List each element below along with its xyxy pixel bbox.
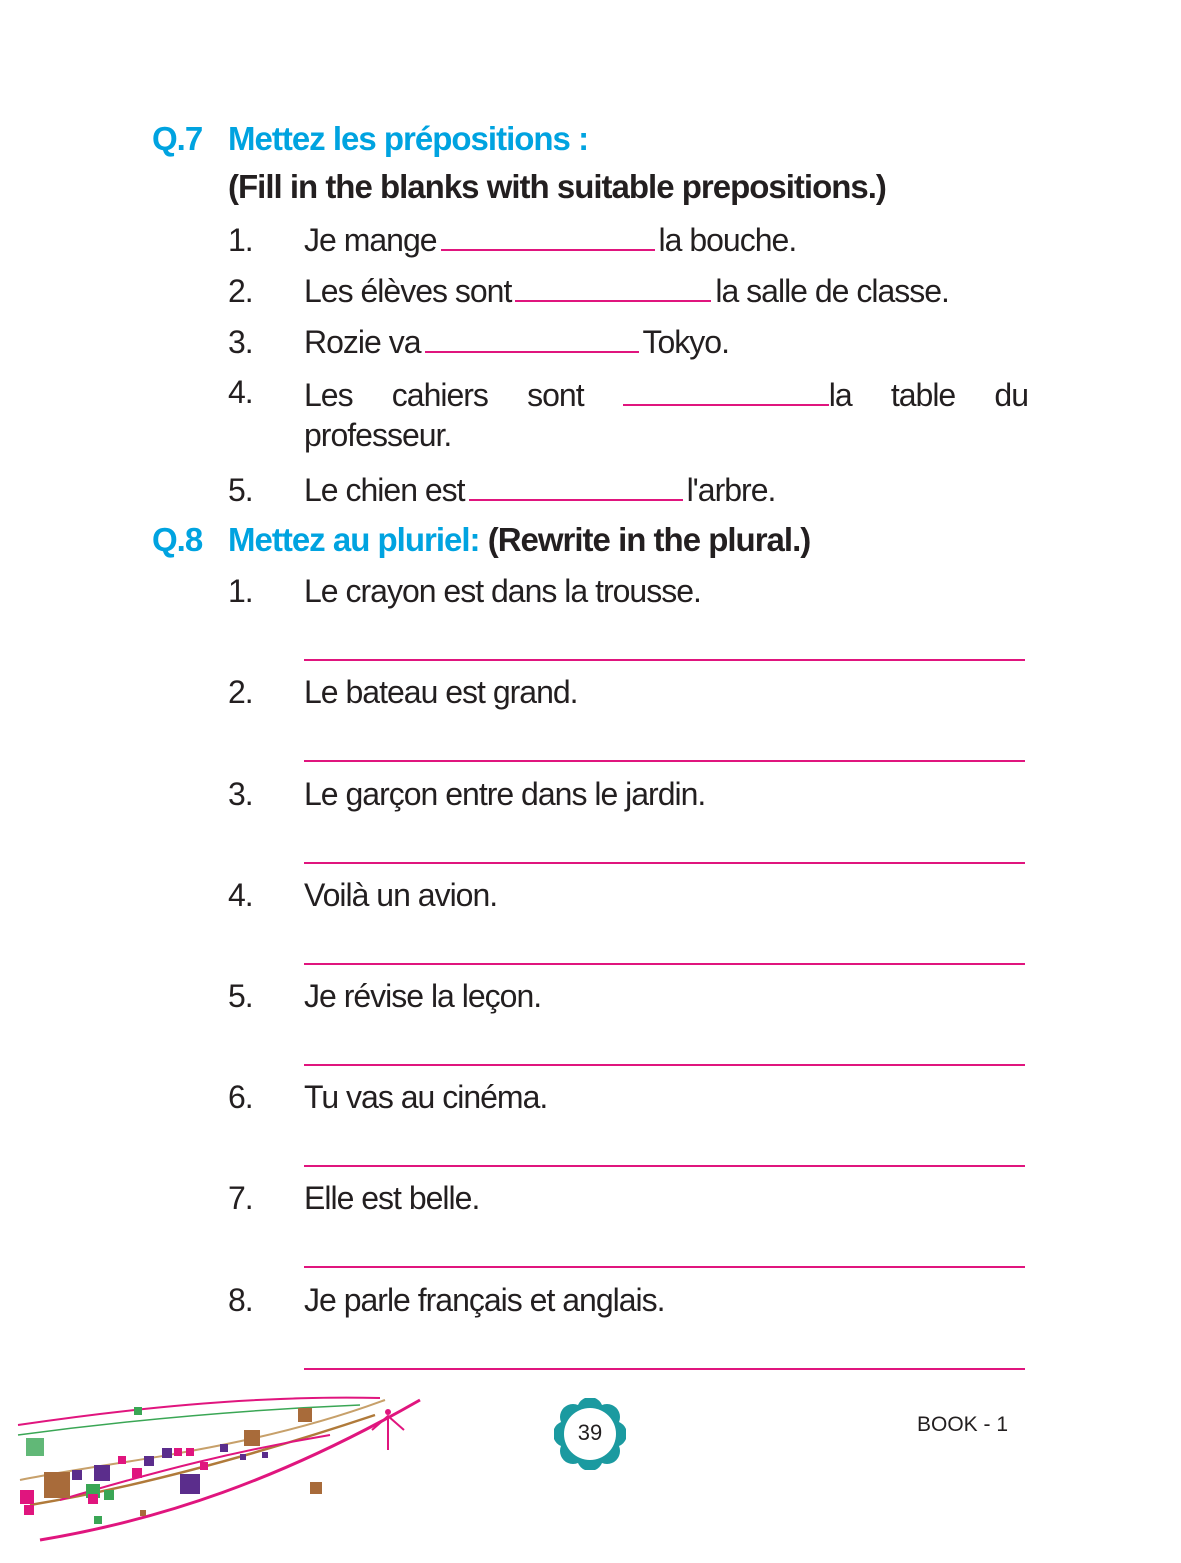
sentence: Je révise la leçon. <box>304 978 542 1014</box>
item-number: 4. <box>228 374 253 410</box>
q7-heading <box>152 120 588 158</box>
blank-line[interactable] <box>515 274 711 302</box>
word: la <box>828 377 852 413</box>
item-number: 8. <box>228 1282 253 1318</box>
sentence-start: Les élèves sont <box>304 273 512 309</box>
answer-line-4[interactable] <box>304 963 1025 965</box>
item-number: 7. <box>228 1180 253 1216</box>
sentence: Voilà un avion. <box>304 877 498 913</box>
sentence: Le crayon est dans la trousse. <box>304 573 701 609</box>
sentence: Je parle français et anglais. <box>304 1282 665 1318</box>
page-number: 39 <box>577 1420 603 1445</box>
q8-heading <box>152 521 810 559</box>
word: du <box>994 377 1028 413</box>
decorative-swoosh-graphic <box>0 1380 440 1563</box>
answer-line-2[interactable] <box>304 760 1025 762</box>
blank-line[interactable] <box>469 473 683 501</box>
item-number: 2. <box>228 273 253 309</box>
item-number: 1. <box>228 573 253 609</box>
page-number-badge <box>554 1398 626 1470</box>
sentence-end: la salle de classe. <box>715 273 949 309</box>
q8-subtitle: (Rewrite in the plural.) <box>487 521 811 558</box>
word: sont <box>527 377 584 413</box>
item-number: 1. <box>228 222 253 258</box>
item-number: 4. <box>228 877 253 913</box>
answer-line-1[interactable] <box>304 659 1025 661</box>
item-number: 3. <box>228 324 253 360</box>
blank-line[interactable] <box>425 325 639 353</box>
q8-number: Q.8 <box>152 521 203 558</box>
item-number: 2. <box>228 674 253 710</box>
sentence-end: Tokyo. <box>642 324 729 360</box>
sentence: Tu vas au cinéma. <box>304 1079 548 1115</box>
word: Les <box>304 377 353 413</box>
sentence: Le bateau est grand. <box>304 674 578 710</box>
item-number: 3. <box>228 776 253 812</box>
answer-line-5[interactable] <box>304 1064 1025 1066</box>
item-number: 5. <box>228 472 253 508</box>
blank-line[interactable] <box>441 223 655 251</box>
q7-subtitle: (Fill in the blanks with suitable prepositions.) <box>228 168 886 205</box>
sentence-start: Rozie va <box>304 324 421 360</box>
answer-line-7[interactable] <box>304 1266 1025 1268</box>
sentence-start: Je mange <box>304 222 437 258</box>
answer-line-6[interactable] <box>304 1165 1025 1167</box>
sentence: Le garçon entre dans le jardin. <box>304 776 706 812</box>
sentence-end: la bouche. <box>658 222 797 258</box>
sentence: Elle est belle. <box>304 1180 480 1216</box>
book-label: BOOK - 1 <box>917 1413 1009 1436</box>
q8-title: Mettez au pluriel: <box>228 521 480 558</box>
word: table <box>890 377 956 413</box>
q7-number: Q.7 <box>152 120 203 157</box>
answer-line-8[interactable] <box>304 1368 1025 1370</box>
answer-line-3[interactable] <box>304 862 1025 864</box>
sentence-end: l'arbre. <box>686 472 776 508</box>
blank-line[interactable] <box>623 378 829 406</box>
item-number: 5. <box>228 978 253 1014</box>
word: cahiers <box>391 377 488 413</box>
q7-title: Mettez les prépositions : <box>228 120 589 157</box>
sentence-start: Le chien est <box>304 472 465 508</box>
item-number: 6. <box>228 1079 253 1115</box>
sentence-continuation: professeur. <box>304 417 452 453</box>
